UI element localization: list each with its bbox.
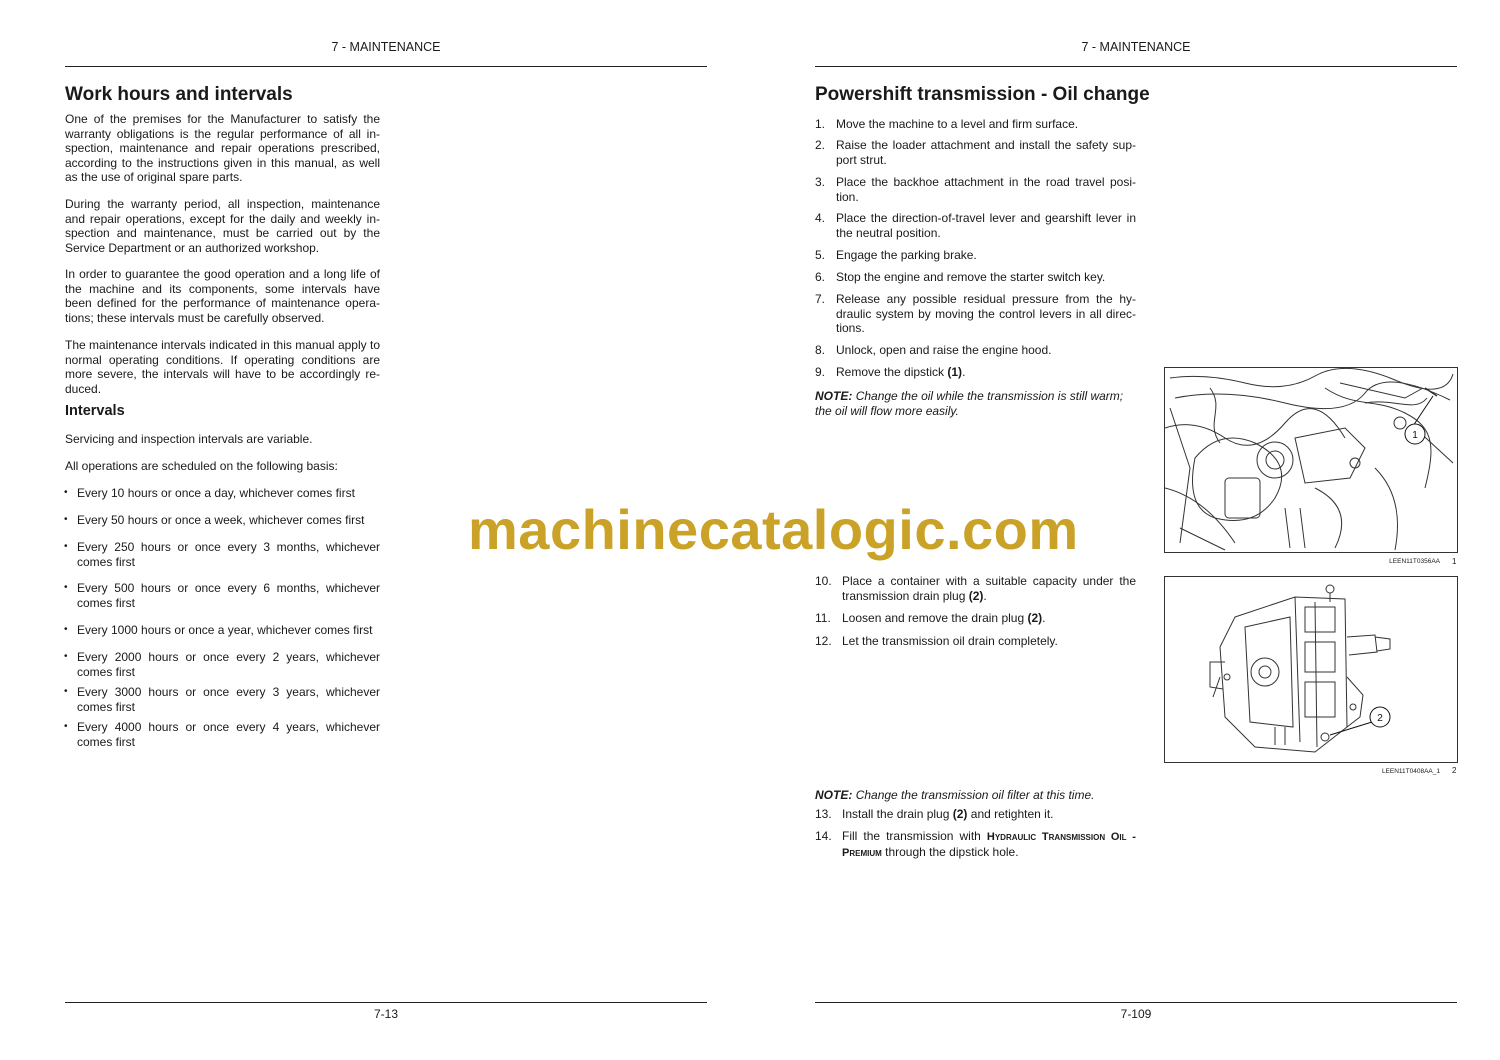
intervals-subtitle: Intervals: [65, 403, 125, 419]
left-header-rule: [65, 66, 707, 67]
interval-bullet: [64, 486, 380, 501]
figure-reference: (1): [947, 365, 963, 379]
step-text: Place the direction-of-travel lever and gearshift lever in the neutral position.: [836, 211, 1136, 240]
note-label: NOTE:: [815, 389, 853, 403]
step-text: Release any possible residual pressure from the hy-draulic system by moving the control levers in all direc-tions.: [836, 292, 1136, 336]
procedure-step: [815, 248, 1136, 263]
interval-bullet: [64, 685, 380, 714]
step-number: 7.: [815, 292, 826, 306]
left-paragraph-1: One of the premises for the Manufacturer to satisfy the warranty obligations is the regular performance of all in-spection, maintenance and repair operations prescribed, according to the instructions given in this manual, as well as the use of original spare parts.: [65, 112, 380, 185]
interval-bullet: [64, 720, 380, 749]
figure-1-caption: LEEN11T0356AA: [1389, 558, 1440, 565]
watermark: machinecatalogic.com: [468, 498, 1079, 561]
step-text-end: and retighten it.: [970, 807, 1054, 821]
step-text-end: .: [962, 365, 966, 379]
step-number: 6.: [815, 270, 826, 284]
interval-bullet-text: Every 250 hours or once every 3 months, whichever comes first: [77, 540, 380, 569]
figure-reference: (2): [968, 588, 984, 603]
step-text: Engage the parking brake.: [836, 248, 977, 262]
bullet-icon: •: [64, 686, 68, 697]
step-number: 4.: [815, 211, 826, 225]
right-header-rule: [815, 66, 1457, 67]
step-number: 1.: [815, 117, 826, 131]
note-label: NOTE:: [815, 788, 853, 802]
note-text: Change the transmission oil filter at this time.: [855, 788, 1095, 802]
step-text-end: through the dipstick hole.: [885, 844, 1019, 859]
interval-bullet-text: Every 4000 hours or once every 4 years, whichever comes first: [77, 720, 380, 749]
step-number: 9.: [815, 365, 826, 379]
step-number: 13.: [815, 807, 832, 821]
bullet-icon: •: [64, 582, 68, 593]
step-number: 10.: [815, 574, 832, 588]
figure-2-caption: LEEN11T0408AA_1: [1381, 768, 1440, 775]
step-text-end: .: [1042, 611, 1046, 625]
figure-2-number: 2: [1452, 766, 1457, 775]
bullet-icon: •: [64, 541, 68, 552]
left-page-header: 7 - MAINTENANCE: [331, 40, 441, 54]
step-text: Place the backhoe attachment in the road travel posi-tion.: [836, 175, 1136, 204]
procedure-step: [815, 574, 1136, 603]
interval-bullet: [64, 581, 380, 610]
step-number: 14.: [815, 829, 832, 843]
interval-bullet-text: Every 3000 hours or once every 3 years, whichever comes first: [77, 685, 380, 714]
right-footer-rule: [815, 1002, 1457, 1003]
procedure-step: [815, 634, 1136, 649]
procedure-step: [815, 611, 1136, 626]
procedure-step: [815, 270, 1136, 285]
figure-1-callout: 1: [1412, 430, 1418, 441]
note-text: Change the oil while the transmission is still warm; the oil will flow more easily.: [815, 389, 1124, 418]
bullet-icon: •: [64, 514, 68, 525]
interval-bullet: [64, 540, 380, 569]
step-number: 5.: [815, 248, 826, 262]
right-page-header: 7 - MAINTENANCE: [1081, 40, 1191, 54]
interval-bullet-text: Every 50 hours or once a week, whichever comes first: [77, 513, 365, 527]
step-text: Remove the dipstick: [836, 365, 945, 379]
bullet-icon: •: [64, 487, 68, 498]
note-warm-oil: [815, 389, 1137, 418]
step-text: Fill the transmission with: [842, 829, 981, 843]
step-text: Let the transmission oil drain completely.: [842, 634, 1058, 648]
bullet-icon: •: [64, 624, 68, 635]
procedure-step: [815, 365, 1136, 380]
step-text: Place a container with a suitable capacity under the transmission drain plug: [842, 574, 1136, 603]
bullet-icon: •: [64, 721, 68, 732]
step-number: 11.: [815, 611, 831, 625]
intervals-intro-2: All operations are scheduled on the following basis:: [65, 459, 338, 473]
right-section-title: Powershift transmission - Oil change: [815, 84, 1150, 105]
procedure-step: [815, 829, 1136, 860]
step-number: 3.: [815, 175, 826, 189]
interval-bullet-text: Every 500 hours or once every 6 months, whichever comes first: [77, 581, 380, 610]
step-text: Move the machine to a level and firm surface.: [836, 117, 1079, 131]
step-text: Stop the engine and remove the starter switch key.: [836, 270, 1106, 284]
procedure-step: [815, 117, 1136, 132]
procedure-step: [815, 211, 1136, 240]
step-number: 2.: [815, 138, 826, 152]
figure-2-drain-plug: [1164, 576, 1458, 763]
interval-bullet-text: Every 2000 hours or once every 2 years, whichever comes first: [77, 650, 380, 679]
step-number: 12.: [815, 634, 832, 648]
step-number: 8.: [815, 343, 826, 357]
step-text: Install the drain plug: [842, 807, 950, 821]
interval-bullet-text: Every 10 hours or once a day, whichever comes first: [77, 486, 355, 500]
left-page-number: 7-13: [373, 1007, 399, 1021]
procedure-step: [815, 138, 1136, 167]
left-paragraph-4: The maintenance intervals indicated in this manual apply to normal operating conditions. If operating conditions are more severe, the intervals will have to be accordingly re-duced.: [65, 338, 380, 396]
interval-bullet: [64, 650, 380, 679]
procedure-step: [815, 807, 1136, 822]
left-footer-rule: [65, 1002, 707, 1003]
figure-reference: (2): [1027, 611, 1043, 625]
step-text: Raise the loader attachment and install the safety sup-port strut.: [836, 138, 1136, 167]
figure-reference: (2): [952, 807, 968, 821]
transmission-illustration: [1165, 577, 1457, 762]
interval-bullet: [64, 513, 380, 528]
right-page-number: 7-109: [1120, 1007, 1152, 1021]
interval-bullet-text: Every 1000 hours or once a year, whichever comes first: [77, 623, 373, 637]
engine-compartment-illustration: [1165, 368, 1457, 552]
step-text-end: .: [983, 588, 987, 603]
figure-1-number: 1: [1452, 557, 1457, 566]
figure-1-dipstick: [1164, 367, 1458, 553]
left-section-title: Work hours and intervals: [65, 84, 293, 105]
interval-bullet: [64, 623, 380, 638]
step-text: Loosen and remove the drain plug: [842, 611, 1025, 625]
procedure-step: [815, 343, 1136, 358]
procedure-step: [815, 175, 1136, 204]
intervals-intro-1: Servicing and inspection intervals are variable.: [65, 432, 313, 446]
left-paragraph-3: In order to guarantee the good operation and a long life of the machine and its components, some intervals have been defined for the performance of maintenance opera-tions; these intervals must be carefully observed.: [65, 267, 380, 325]
procedure-step: [815, 292, 1136, 336]
bullet-icon: •: [64, 651, 68, 662]
note-oil-filter: [815, 788, 1137, 803]
product-name: Hydraulic Transmission Oil - Premium: [842, 831, 1136, 859]
figure-2-callout: 2: [1377, 713, 1383, 724]
left-paragraph-2: During the warranty period, all inspection, maintenance and repair operations, except for the daily and weekly in-spection and maintenance, must be carried out by the Service Department or an authorized workshop.: [65, 197, 380, 255]
step-text: Unlock, open and raise the engine hood.: [836, 343, 1052, 357]
